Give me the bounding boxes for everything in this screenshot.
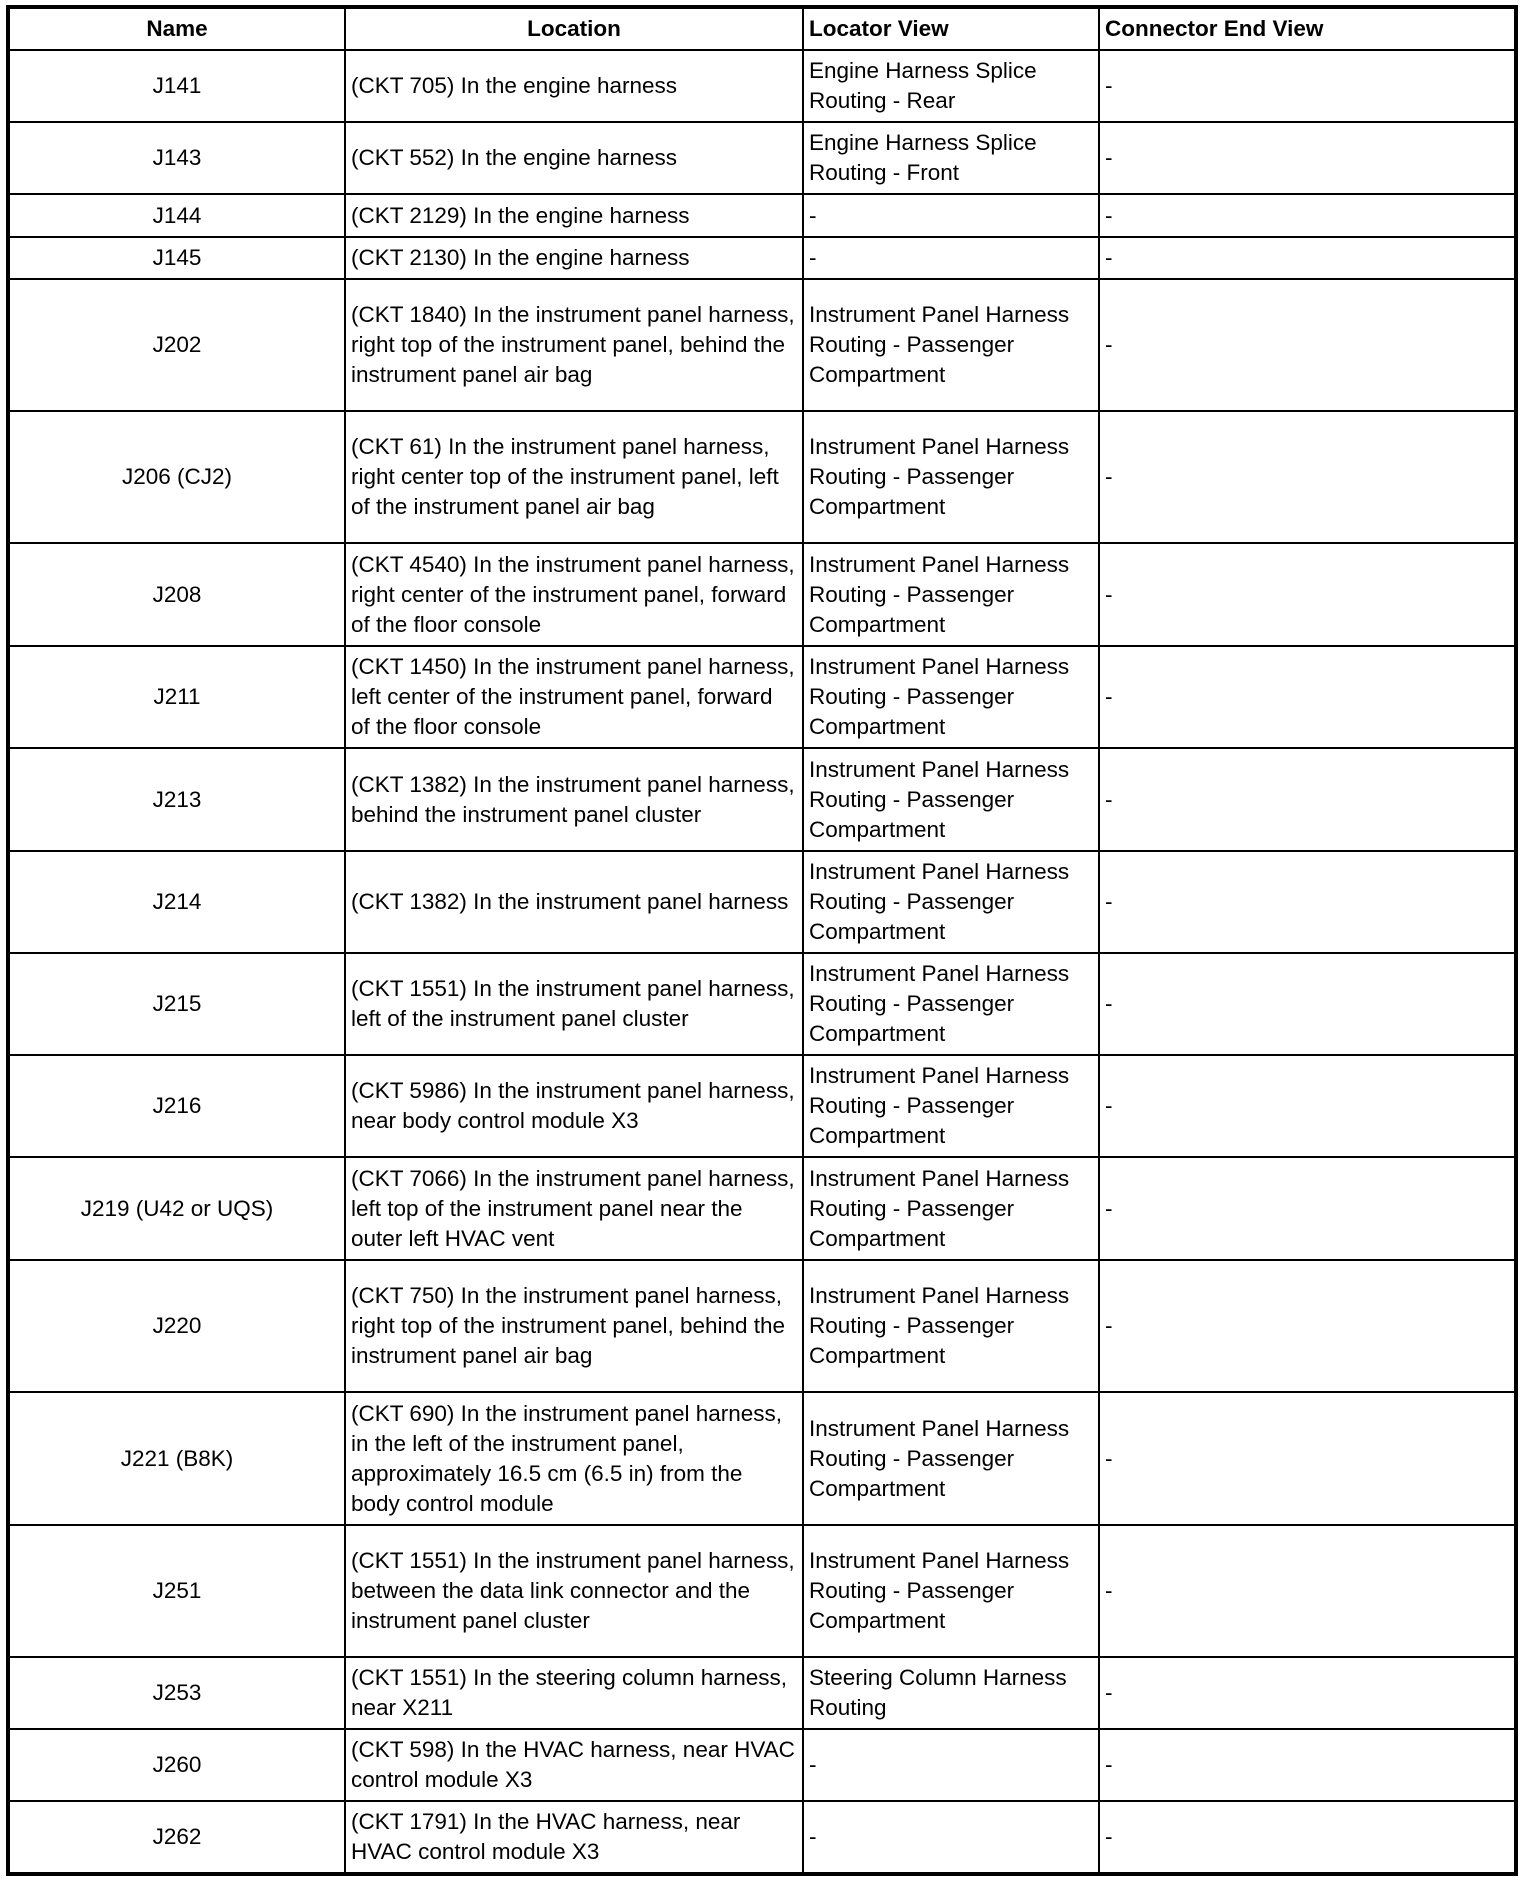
splice-name: J208 (8, 543, 345, 646)
locator-view-cell: Engine Harness Splice Routing - Front (803, 122, 1099, 194)
locator-view-cell: Instrument Panel Harness Routing - Passenger Compartment (803, 1525, 1099, 1657)
location-cell: (CKT 7066) In the instrument panel harness, left top of the instrument panel near the outer left HVAC vent (345, 1157, 803, 1260)
locator-view-cell: Instrument Panel Harness Routing - Passenger Compartment (803, 1055, 1099, 1157)
splice-name: J211 (8, 646, 345, 748)
location-cell: (CKT 5986) In the instrument panel harness, near body control module X3 (345, 1055, 803, 1157)
splice-name: J251 (8, 1525, 345, 1657)
connector-end-view-cell: - (1099, 543, 1516, 646)
splice-name: J206 (CJ2) (8, 411, 345, 543)
connector-end-view-cell: - (1099, 1729, 1516, 1801)
splice-name: J145 (8, 237, 345, 279)
header-location: Location (345, 7, 803, 50)
location-cell: (CKT 1382) In the instrument panel harness, behind the instrument panel cluster (345, 748, 803, 851)
location-cell: (CKT 1382) In the instrument panel harness (345, 851, 803, 953)
splice-name: J214 (8, 851, 345, 953)
splice-name: J221 (B8K) (8, 1392, 345, 1525)
locator-view-cell: - (803, 194, 1099, 237)
connector-end-view-cell: - (1099, 1801, 1516, 1874)
connector-end-view-cell: - (1099, 1657, 1516, 1729)
connector-end-view-cell: - (1099, 851, 1516, 953)
table-row (8, 237, 1516, 279)
location-cell: (CKT 598) In the HVAC harness, near HVAC control module X3 (345, 1729, 803, 1801)
connector-end-view-cell: - (1099, 1055, 1516, 1157)
splice-table (6, 5, 1518, 1876)
location-cell: (CKT 1791) In the HVAC harness, near HVAC control module X3 (345, 1801, 803, 1874)
location-cell: (CKT 552) In the engine harness (345, 122, 803, 194)
location-cell: (CKT 1840) In the instrument panel harness, right top of the instrument panel, behind the instrument panel air bag (345, 279, 803, 411)
splice-name: J202 (8, 279, 345, 411)
connector-end-view-cell: - (1099, 1525, 1516, 1657)
location-cell: (CKT 1551) In the steering column harness, near X211 (345, 1657, 803, 1729)
splice-name: J220 (8, 1260, 345, 1392)
locator-view-cell: Instrument Panel Harness Routing - Passenger Compartment (803, 411, 1099, 543)
connector-end-view-cell: - (1099, 237, 1516, 279)
location-cell: (CKT 2129) In the engine harness (345, 194, 803, 237)
connector-end-view-cell: - (1099, 50, 1516, 122)
locator-view-cell: Instrument Panel Harness Routing - Passenger Compartment (803, 1157, 1099, 1260)
splice-name: J141 (8, 50, 345, 122)
locator-view-cell: Instrument Panel Harness Routing - Passenger Compartment (803, 851, 1099, 953)
location-cell: (CKT 705) In the engine harness (345, 50, 803, 122)
location-cell: (CKT 61) In the instrument panel harness, right center top of the instrument panel, left of the instrument panel air bag (345, 411, 803, 543)
locator-view-cell: Instrument Panel Harness Routing - Passenger Compartment (803, 1260, 1099, 1392)
table-row (8, 1657, 1516, 1729)
splice-name: J262 (8, 1801, 345, 1874)
table-row (8, 50, 1516, 122)
locator-view-cell: Instrument Panel Harness Routing - Passenger Compartment (803, 279, 1099, 411)
table-row (8, 194, 1516, 237)
connector-end-view-cell: - (1099, 953, 1516, 1055)
splice-name: J219 (U42 or UQS) (8, 1157, 345, 1260)
table-row (8, 543, 1516, 646)
location-cell: (CKT 1551) In the instrument panel harness, left of the instrument panel cluster (345, 953, 803, 1055)
connector-end-view-cell: - (1099, 122, 1516, 194)
connector-end-view-cell: - (1099, 411, 1516, 543)
location-cell: (CKT 750) In the instrument panel harness, right top of the instrument panel, behind the instrument panel air bag (345, 1260, 803, 1392)
splice-name: J253 (8, 1657, 345, 1729)
table-row (8, 279, 1516, 411)
locator-view-cell: Instrument Panel Harness Routing - Passenger Compartment (803, 646, 1099, 748)
connector-end-view-cell: - (1099, 279, 1516, 411)
locator-view-cell: Instrument Panel Harness Routing - Passenger Compartment (803, 1392, 1099, 1525)
splice-name: J143 (8, 122, 345, 194)
table-row (8, 1525, 1516, 1657)
locator-view-cell: Instrument Panel Harness Routing - Passenger Compartment (803, 748, 1099, 851)
locator-view-cell: Instrument Panel Harness Routing - Passenger Compartment (803, 953, 1099, 1055)
locator-view-cell: Instrument Panel Harness Routing - Passenger Compartment (803, 543, 1099, 646)
splice-name: J216 (8, 1055, 345, 1157)
table-row (8, 1392, 1516, 1525)
location-cell: (CKT 2130) In the engine harness (345, 237, 803, 279)
table-row (8, 851, 1516, 953)
connector-end-view-cell: - (1099, 1157, 1516, 1260)
table-row (8, 1055, 1516, 1157)
locator-view-cell: - (803, 1729, 1099, 1801)
locator-view-cell: - (803, 1801, 1099, 1874)
table-row (8, 1801, 1516, 1874)
table-row (8, 748, 1516, 851)
table-row (8, 1729, 1516, 1801)
connector-end-view-cell: - (1099, 194, 1516, 237)
table-row (8, 411, 1516, 543)
table-row (8, 646, 1516, 748)
connector-end-view-cell: - (1099, 646, 1516, 748)
location-cell: (CKT 1551) In the instrument panel harness, between the data link connector and the instrument panel cluster (345, 1525, 803, 1657)
location-cell: (CKT 690) In the instrument panel harness, in the left of the instrument panel, approximately 16.5 cm (6.5 in) from the body control module (345, 1392, 803, 1525)
splice-name: J144 (8, 194, 345, 237)
splice-name: J260 (8, 1729, 345, 1801)
header-row (8, 7, 1516, 50)
splice-name: J215 (8, 953, 345, 1055)
table-row (8, 122, 1516, 194)
connector-end-view-cell: - (1099, 1260, 1516, 1392)
connector-end-view-cell: - (1099, 748, 1516, 851)
locator-view-cell: - (803, 237, 1099, 279)
header-locator-view: Locator View (803, 7, 1099, 50)
header-name: Name (8, 7, 345, 50)
location-cell: (CKT 4540) In the instrument panel harness, right center of the instrument panel, forward of the floor console (345, 543, 803, 646)
splice-name: J213 (8, 748, 345, 851)
connector-end-view-cell: - (1099, 1392, 1516, 1525)
table-row (8, 1157, 1516, 1260)
locator-view-cell: Engine Harness Splice Routing - Rear (803, 50, 1099, 122)
header-connector-end-view: Connector End View (1099, 7, 1516, 50)
locator-view-cell: Steering Column Harness Routing (803, 1657, 1099, 1729)
table-row (8, 1260, 1516, 1392)
location-cell: (CKT 1450) In the instrument panel harness, left center of the instrument panel, forward of the floor console (345, 646, 803, 748)
table-row (8, 953, 1516, 1055)
